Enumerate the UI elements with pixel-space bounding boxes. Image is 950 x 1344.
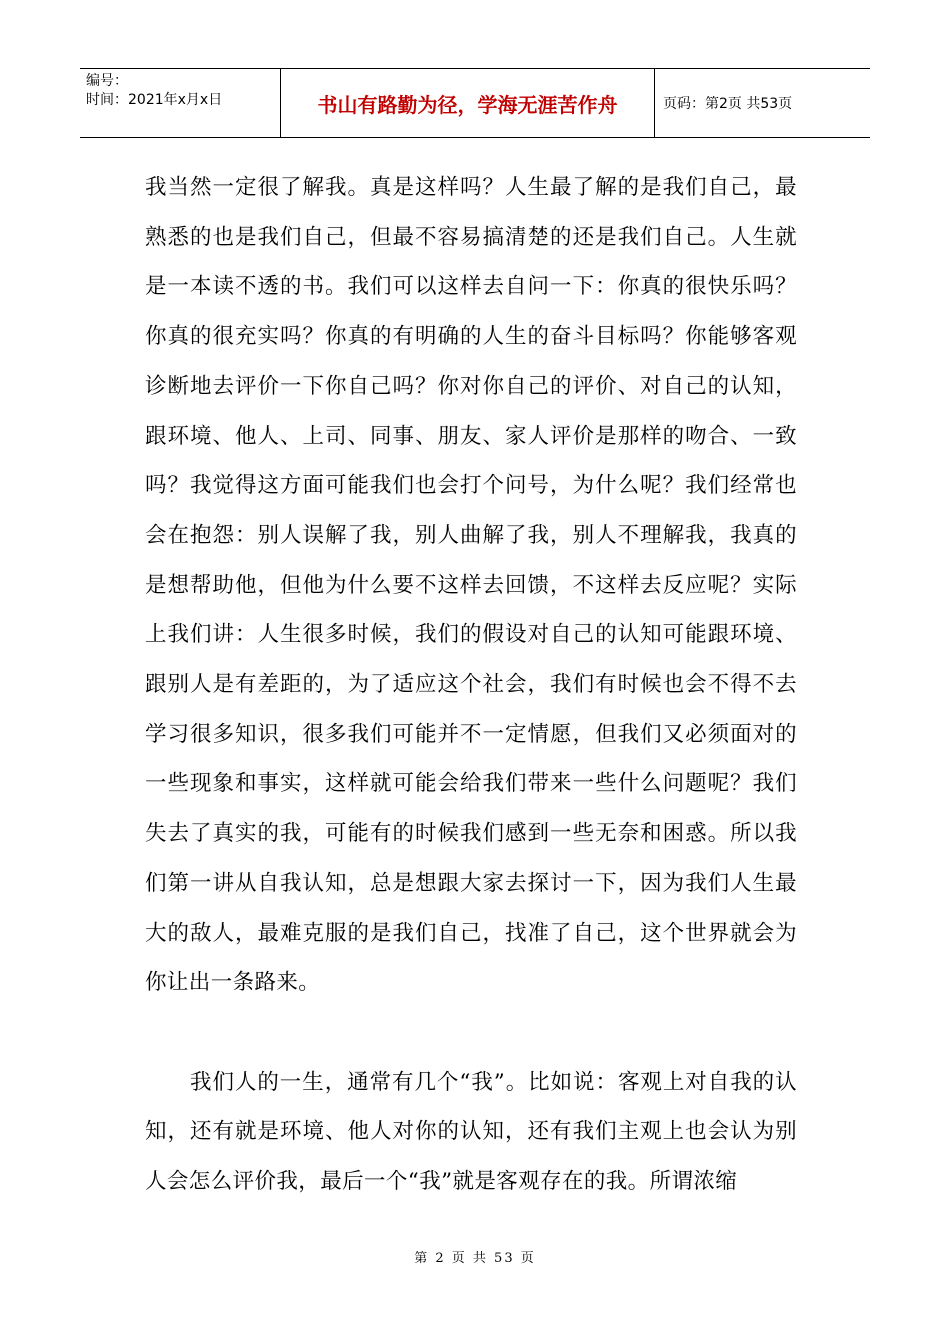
page-footer: 第 2 页 共 53 页 [414,1251,536,1266]
header-motto: 书山有路勤为径，学海无涯苦作舟 [281,69,655,137]
header-page-info: 页码：第2页 共53页 [663,96,793,112]
document-number-label: 编号： [86,73,128,89]
header-meta-cell [80,69,281,137]
document-date-label: 时间：2021年x月x日 [86,92,223,108]
paragraph: 我当然一定很了解我。真是这样吗？人生最了解的是我们自己，最熟悉的也是我们自己，但最不容易搞清楚的还是我们自己。人生就是一本读不透的书。我们可以这样去自问一下：你真的很快乐吗？你真的很充实吗？你真的有明确的人生的奋斗目标吗？你能够客观诊断地去评价一下你自己吗？你对你自己的评价、对自己的认知，跟环境、他人、上司、同事、朋友、家人评价是那样的吻合、一致吗？我觉得这方面可能我们也会打个问号，为什么呢？我们经常也会在抱怨：别人误解了我，别人曲解了我，别人不理解我，我真的是想帮助他，但他为什么要不这样去回馈，不这样去反应呢？实际上我们讲：人生很多时候，我们的假设对自己的认知可能跟环境、跟别人是有差距的，为了适应这个社会，我们有时候也会不得不去学习很多知识，很多我们可能并不一定情愿，但我们又必须面对的一些现象和事实，这样就可能会给我们带来一些什么问题呢？我们失去了真实的我，可能有的时候我们感到一些无奈和困惑。所以我们第一讲从自我认知，总是想跟大家去探讨一下，因为我们人生最大的敌人，最难克服的是我们自己，找准了自己，这个世界就会为你让出一条路来。 [145,175,797,996]
document-body [145,163,797,1207]
page-header [80,68,870,138]
paragraph: 我们人的一生，通常有几个“我”。比如说：客观上对自我的认知，还有就是环境、他人对你的认知，还有我们主观上也会认为别人会怎么评价我，最后一个“我”就是客观存在的我。所谓浓缩 [145,1069,797,1195]
